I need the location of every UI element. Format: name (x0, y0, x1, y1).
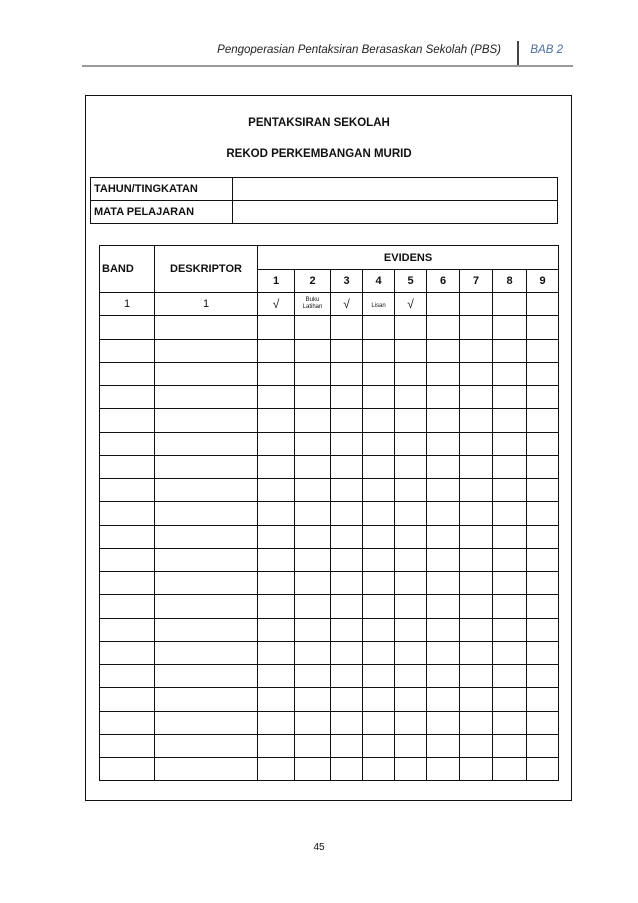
evidence-number-header: 4 (363, 270, 395, 293)
evidence-cell[interactable] (527, 548, 559, 571)
evidence-cell[interactable] (460, 734, 493, 757)
evidence-cell[interactable] (258, 316, 295, 339)
evidence-cell[interactable] (527, 386, 559, 409)
table-row (100, 548, 559, 571)
evidence-cell[interactable] (493, 734, 527, 757)
evidence-number-header: 6 (427, 270, 460, 293)
evidence-cell[interactable] (363, 293, 395, 316)
evidence-number-header: 9 (527, 270, 559, 293)
evidence-cell[interactable] (363, 455, 395, 478)
info-table (90, 177, 558, 224)
evidence-cell[interactable] (427, 502, 460, 525)
descriptor-cell[interactable]: 1 (155, 293, 258, 316)
table-row (100, 641, 559, 664)
descriptor-cell[interactable] (155, 432, 258, 455)
evidence-cell[interactable] (295, 525, 331, 548)
evidence-cell[interactable] (258, 711, 295, 734)
evidence-cell[interactable] (331, 316, 363, 339)
evidence-number-header: 7 (460, 270, 493, 293)
evidence-cell[interactable] (363, 548, 395, 571)
evidence-cell[interactable] (295, 758, 331, 781)
descriptor-cell[interactable] (155, 618, 258, 641)
evidence-cell[interactable] (527, 502, 559, 525)
evidence-cell[interactable] (395, 455, 427, 478)
evidence-cell[interactable] (258, 432, 295, 455)
evidence-cell[interactable] (527, 525, 559, 548)
band-cell[interactable] (100, 758, 155, 781)
evidence-cell[interactable] (527, 293, 559, 316)
evidence-cell[interactable] (331, 711, 363, 734)
evidence-cell[interactable] (258, 641, 295, 664)
evidence-number-header: 1 (258, 270, 295, 293)
evidence-table-body (100, 293, 559, 781)
evidence-cell[interactable] (493, 339, 527, 362)
band-cell[interactable] (100, 339, 155, 362)
band-cell[interactable] (100, 409, 155, 432)
evidence-cell[interactable] (493, 618, 527, 641)
evidence-cell[interactable] (331, 665, 363, 688)
evidence-cell[interactable] (363, 525, 395, 548)
evidence-cell[interactable] (258, 409, 295, 432)
evidence-cell[interactable] (395, 548, 427, 571)
evidence-cell[interactable] (493, 641, 527, 664)
evidence-cell[interactable] (331, 293, 363, 316)
descriptor-header: DESKRIPTOR (155, 246, 258, 293)
evidence-cell[interactable] (493, 432, 527, 455)
evidence-cell[interactable] (331, 734, 363, 757)
table-row (100, 758, 559, 781)
evidence-cell[interactable] (363, 479, 395, 502)
evidence-cell[interactable] (427, 641, 460, 664)
descriptor-cell[interactable] (155, 316, 258, 339)
evidence-cell[interactable] (493, 479, 527, 502)
evidence-cell[interactable] (427, 479, 460, 502)
evidence-cell[interactable] (395, 316, 427, 339)
evidence-cell[interactable] (295, 688, 331, 711)
evidence-number-header: 3 (331, 270, 363, 293)
evidence-cell[interactable] (363, 502, 395, 525)
evidence-cell[interactable] (527, 688, 559, 711)
evidence-cell[interactable] (331, 479, 363, 502)
band-cell[interactable] (100, 525, 155, 548)
descriptor-cell[interactable] (155, 595, 258, 618)
evidence-cell[interactable] (493, 362, 527, 385)
evidence-cell[interactable] (493, 572, 527, 595)
evidence-cell[interactable] (460, 339, 493, 362)
evidence-cell[interactable] (493, 758, 527, 781)
band-cell[interactable] (100, 595, 155, 618)
table-row (100, 618, 559, 641)
evidence-cell[interactable] (527, 618, 559, 641)
evidence-cell[interactable] (258, 502, 295, 525)
evidence-cell[interactable] (460, 665, 493, 688)
band-cell[interactable] (100, 711, 155, 734)
evidence-cell[interactable] (258, 293, 295, 316)
evidence-cell[interactable] (427, 386, 460, 409)
table-row (100, 688, 559, 711)
table-row (100, 711, 559, 734)
evidence-cell[interactable] (527, 758, 559, 781)
evidence-cell[interactable] (493, 595, 527, 618)
evidence-cell[interactable] (527, 432, 559, 455)
evidence-cell[interactable] (460, 316, 493, 339)
evidence-cell[interactable] (295, 711, 331, 734)
info-row (91, 201, 558, 224)
evidence-cell[interactable] (331, 572, 363, 595)
evidence-cell[interactable] (331, 758, 363, 781)
evidence-cell[interactable] (460, 525, 493, 548)
evidence-cell[interactable] (363, 409, 395, 432)
page-header (86, 41, 571, 65)
evidence-cell[interactable] (258, 734, 295, 757)
form-title: PENTAKSIRAN SEKOLAH (248, 117, 390, 129)
evidence-cell[interactable] (331, 502, 363, 525)
evidence-cell[interactable] (427, 409, 460, 432)
evidence-cell[interactable] (258, 758, 295, 781)
evidence-text: Lisan (371, 303, 386, 310)
evidence-cell[interactable] (493, 688, 527, 711)
table-row (100, 293, 559, 316)
evidence-cell[interactable] (395, 641, 427, 664)
evidence-cell[interactable] (493, 386, 527, 409)
evidence-cell[interactable] (527, 409, 559, 432)
evidence-cell[interactable] (460, 688, 493, 711)
evidence-cell[interactable] (493, 293, 527, 316)
evidence-cell[interactable] (427, 293, 460, 316)
evidence-cell[interactable] (527, 316, 559, 339)
evidence-cell[interactable] (493, 525, 527, 548)
table-row (100, 734, 559, 757)
descriptor-cell[interactable] (155, 548, 258, 571)
band-cell[interactable] (100, 572, 155, 595)
descriptor-cell[interactable] (155, 572, 258, 595)
evidence-cell[interactable] (331, 548, 363, 571)
table-row (100, 479, 559, 502)
header-chapter: BAB 2 (530, 44, 563, 56)
evidence-cell[interactable] (331, 525, 363, 548)
table-row (100, 386, 559, 409)
evidence-cell[interactable] (527, 479, 559, 502)
check-mark: √ (272, 297, 280, 312)
evidence-cell[interactable] (427, 548, 460, 571)
evidence-cell[interactable] (295, 548, 331, 571)
evidence-cell[interactable] (427, 734, 460, 757)
table-row (100, 432, 559, 455)
evidence-cell[interactable] (363, 386, 395, 409)
evidence-cell[interactable] (363, 572, 395, 595)
evidence-cell[interactable] (295, 641, 331, 664)
info-row (91, 178, 558, 201)
descriptor-cell[interactable] (155, 362, 258, 385)
evidence-cell[interactable] (295, 339, 331, 362)
evidence-cell[interactable] (363, 316, 395, 339)
evidence-cell[interactable] (427, 316, 460, 339)
evidence-cell[interactable] (427, 595, 460, 618)
evidence-cell[interactable] (395, 386, 427, 409)
evidence-cell[interactable] (395, 525, 427, 548)
evidence-cell[interactable] (395, 665, 427, 688)
evidence-cell[interactable] (427, 525, 460, 548)
evidence-cell[interactable] (363, 641, 395, 664)
evidence-cell[interactable] (258, 479, 295, 502)
page-number: 45 (313, 842, 325, 853)
evidence-cell[interactable] (295, 386, 331, 409)
evidence-cell[interactable] (258, 572, 295, 595)
header-separator (517, 41, 519, 65)
evidence-cell[interactable] (395, 362, 427, 385)
evidence-cell[interactable] (258, 595, 295, 618)
evidence-text: Buku Latihan (302, 297, 323, 311)
evidence-cell[interactable] (460, 362, 493, 385)
info-value-field[interactable] (233, 201, 558, 224)
evidence-cell[interactable] (258, 362, 295, 385)
evidence-cell[interactable] (460, 618, 493, 641)
evidence-cell[interactable] (460, 502, 493, 525)
evidence-cell[interactable] (331, 618, 363, 641)
evidence-cell[interactable] (331, 409, 363, 432)
evidence-cell[interactable] (295, 455, 331, 478)
evidence-cell[interactable] (258, 455, 295, 478)
evidence-cell[interactable] (460, 479, 493, 502)
descriptor-cell[interactable] (155, 502, 258, 525)
evidence-cell[interactable] (493, 502, 527, 525)
evidence-cell[interactable] (460, 641, 493, 664)
evidence-cell[interactable] (493, 665, 527, 688)
table-row (100, 572, 559, 595)
evidence-cell[interactable] (395, 688, 427, 711)
evidence-cell[interactable] (493, 316, 527, 339)
evidence-cell[interactable] (395, 479, 427, 502)
info-value-field[interactable] (233, 178, 558, 201)
evidence-cell[interactable] (427, 618, 460, 641)
evidence-cell[interactable] (427, 339, 460, 362)
descriptor-cell[interactable] (155, 641, 258, 664)
evidence-cell[interactable] (258, 618, 295, 641)
evidence-cell[interactable] (427, 711, 460, 734)
evidence-cell[interactable] (527, 572, 559, 595)
evidence-cell[interactable] (493, 548, 527, 571)
descriptor-cell[interactable] (155, 734, 258, 757)
descriptor-cell[interactable] (155, 479, 258, 502)
table-row (100, 362, 559, 385)
evidence-cell[interactable] (395, 409, 427, 432)
evidence-cell[interactable] (460, 758, 493, 781)
form-subtitle: REKOD PERKEMBANGAN MURID (226, 148, 412, 160)
band-cell[interactable] (100, 479, 155, 502)
evidence-cell[interactable] (363, 758, 395, 781)
evidence-cell[interactable] (295, 572, 331, 595)
evidence-cell[interactable] (295, 479, 331, 502)
header-rule (82, 65, 573, 67)
band-cell[interactable] (100, 618, 155, 641)
evidence-cell[interactable] (363, 339, 395, 362)
band-header: BAND (100, 246, 155, 293)
evidence-cell[interactable] (527, 734, 559, 757)
evidence-cell[interactable] (460, 711, 493, 734)
evidence-header: EVIDENS (258, 246, 559, 270)
band-cell[interactable] (100, 455, 155, 478)
band-cell[interactable] (100, 734, 155, 757)
descriptor-cell[interactable] (155, 711, 258, 734)
band-cell[interactable]: 1 (100, 293, 155, 316)
evidence-cell[interactable] (395, 293, 427, 316)
evidence-cell[interactable] (363, 711, 395, 734)
descriptor-cell[interactable] (155, 409, 258, 432)
band-cell[interactable] (100, 386, 155, 409)
evidence-cell[interactable] (395, 572, 427, 595)
band-cell[interactable] (100, 502, 155, 525)
evidence-cell[interactable] (331, 339, 363, 362)
evidence-cell[interactable] (363, 688, 395, 711)
evidence-cell[interactable] (527, 362, 559, 385)
info-label: MATA PELAJARAN (91, 201, 233, 224)
evidence-cell[interactable] (493, 409, 527, 432)
evidence-cell[interactable] (331, 688, 363, 711)
evidence-cell[interactable] (258, 339, 295, 362)
evidence-cell[interactable] (427, 572, 460, 595)
evidence-cell[interactable] (493, 711, 527, 734)
evidence-cell[interactable] (363, 665, 395, 688)
evidence-cell[interactable] (427, 362, 460, 385)
descriptor-cell[interactable] (155, 665, 258, 688)
evidence-cell[interactable] (427, 665, 460, 688)
evidence-cell[interactable] (295, 432, 331, 455)
descriptor-cell[interactable] (155, 386, 258, 409)
evidence-cell[interactable] (295, 665, 331, 688)
evidence-cell[interactable] (527, 711, 559, 734)
evidence-cell[interactable] (427, 758, 460, 781)
evidence-cell[interactable] (527, 455, 559, 478)
evidence-cell[interactable] (363, 734, 395, 757)
evidence-cell[interactable] (295, 293, 331, 316)
evidence-cell[interactable] (395, 734, 427, 757)
evidence-cell[interactable] (295, 316, 331, 339)
table-row (100, 502, 559, 525)
evidence-cell[interactable] (460, 595, 493, 618)
evidence-cell[interactable] (295, 502, 331, 525)
evidence-cell[interactable] (331, 641, 363, 664)
band-cell[interactable] (100, 688, 155, 711)
table-row (100, 316, 559, 339)
descriptor-cell[interactable] (155, 758, 258, 781)
evidence-cell[interactable] (363, 618, 395, 641)
evidence-number-header: 8 (493, 270, 527, 293)
evidence-cell[interactable] (460, 409, 493, 432)
evidence-cell[interactable] (258, 688, 295, 711)
table-row (100, 595, 559, 618)
evidence-cell[interactable] (527, 595, 559, 618)
evidence-cell[interactable] (395, 432, 427, 455)
descriptor-cell[interactable] (155, 525, 258, 548)
band-cell[interactable] (100, 641, 155, 664)
evidence-cell[interactable] (295, 362, 331, 385)
evidence-cell[interactable] (527, 641, 559, 664)
check-mark: √ (407, 297, 414, 312)
evidence-number-header: 2 (295, 270, 331, 293)
table-header-row (100, 246, 559, 270)
descriptor-cell[interactable] (155, 688, 258, 711)
band-cell[interactable] (100, 316, 155, 339)
evidence-cell[interactable] (460, 432, 493, 455)
evidence-cell[interactable] (295, 409, 331, 432)
evidence-cell[interactable] (527, 339, 559, 362)
evidence-cell[interactable] (427, 688, 460, 711)
evidence-cell[interactable] (258, 665, 295, 688)
evidence-cell[interactable] (331, 432, 363, 455)
table-row (100, 339, 559, 362)
descriptor-cell[interactable] (155, 455, 258, 478)
evidence-cell[interactable] (295, 734, 331, 757)
evidence-cell[interactable] (295, 595, 331, 618)
table-row (100, 409, 559, 432)
evidence-cell[interactable] (395, 758, 427, 781)
evidence-cell[interactable] (460, 548, 493, 571)
evidence-cell[interactable] (258, 386, 295, 409)
evidence-cell[interactable] (258, 525, 295, 548)
evidence-cell[interactable] (295, 618, 331, 641)
info-label: TAHUN/TINGKATAN (91, 178, 233, 201)
evidence-cell[interactable] (395, 595, 427, 618)
check-mark: √ (343, 297, 350, 312)
header-title: Pengoperasian Pentaksiran Berasaskan Sekolah (PBS) (217, 44, 501, 56)
evidence-cell[interactable] (331, 386, 363, 409)
evidence-cell[interactable] (395, 502, 427, 525)
evidence-cell[interactable] (258, 548, 295, 571)
band-cell[interactable] (100, 362, 155, 385)
evidence-cell[interactable] (460, 572, 493, 595)
descriptor-cell[interactable] (155, 339, 258, 362)
table-row (100, 665, 559, 688)
band-cell[interactable] (100, 548, 155, 571)
band-cell[interactable] (100, 432, 155, 455)
evidence-cell[interactable] (427, 455, 460, 478)
band-cell[interactable] (100, 665, 155, 688)
evidence-cell[interactable] (363, 362, 395, 385)
evidence-cell[interactable] (460, 293, 493, 316)
evidence-cell[interactable] (460, 386, 493, 409)
evidence-cell[interactable] (363, 432, 395, 455)
evidence-cell[interactable] (331, 595, 363, 618)
evidence-cell[interactable] (427, 432, 460, 455)
evidence-cell[interactable] (395, 711, 427, 734)
evidence-cell[interactable] (395, 339, 427, 362)
evidence-cell[interactable] (331, 455, 363, 478)
evidence-cell[interactable] (331, 362, 363, 385)
evidence-cell[interactable] (527, 665, 559, 688)
evidence-cell[interactable] (460, 455, 493, 478)
evidence-number-header: 5 (395, 270, 427, 293)
evidence-cell[interactable] (395, 618, 427, 641)
table-row (100, 455, 559, 478)
evidence-table (99, 245, 559, 781)
evidence-cell[interactable] (493, 455, 527, 478)
evidence-cell[interactable] (363, 595, 395, 618)
table-row (100, 525, 559, 548)
